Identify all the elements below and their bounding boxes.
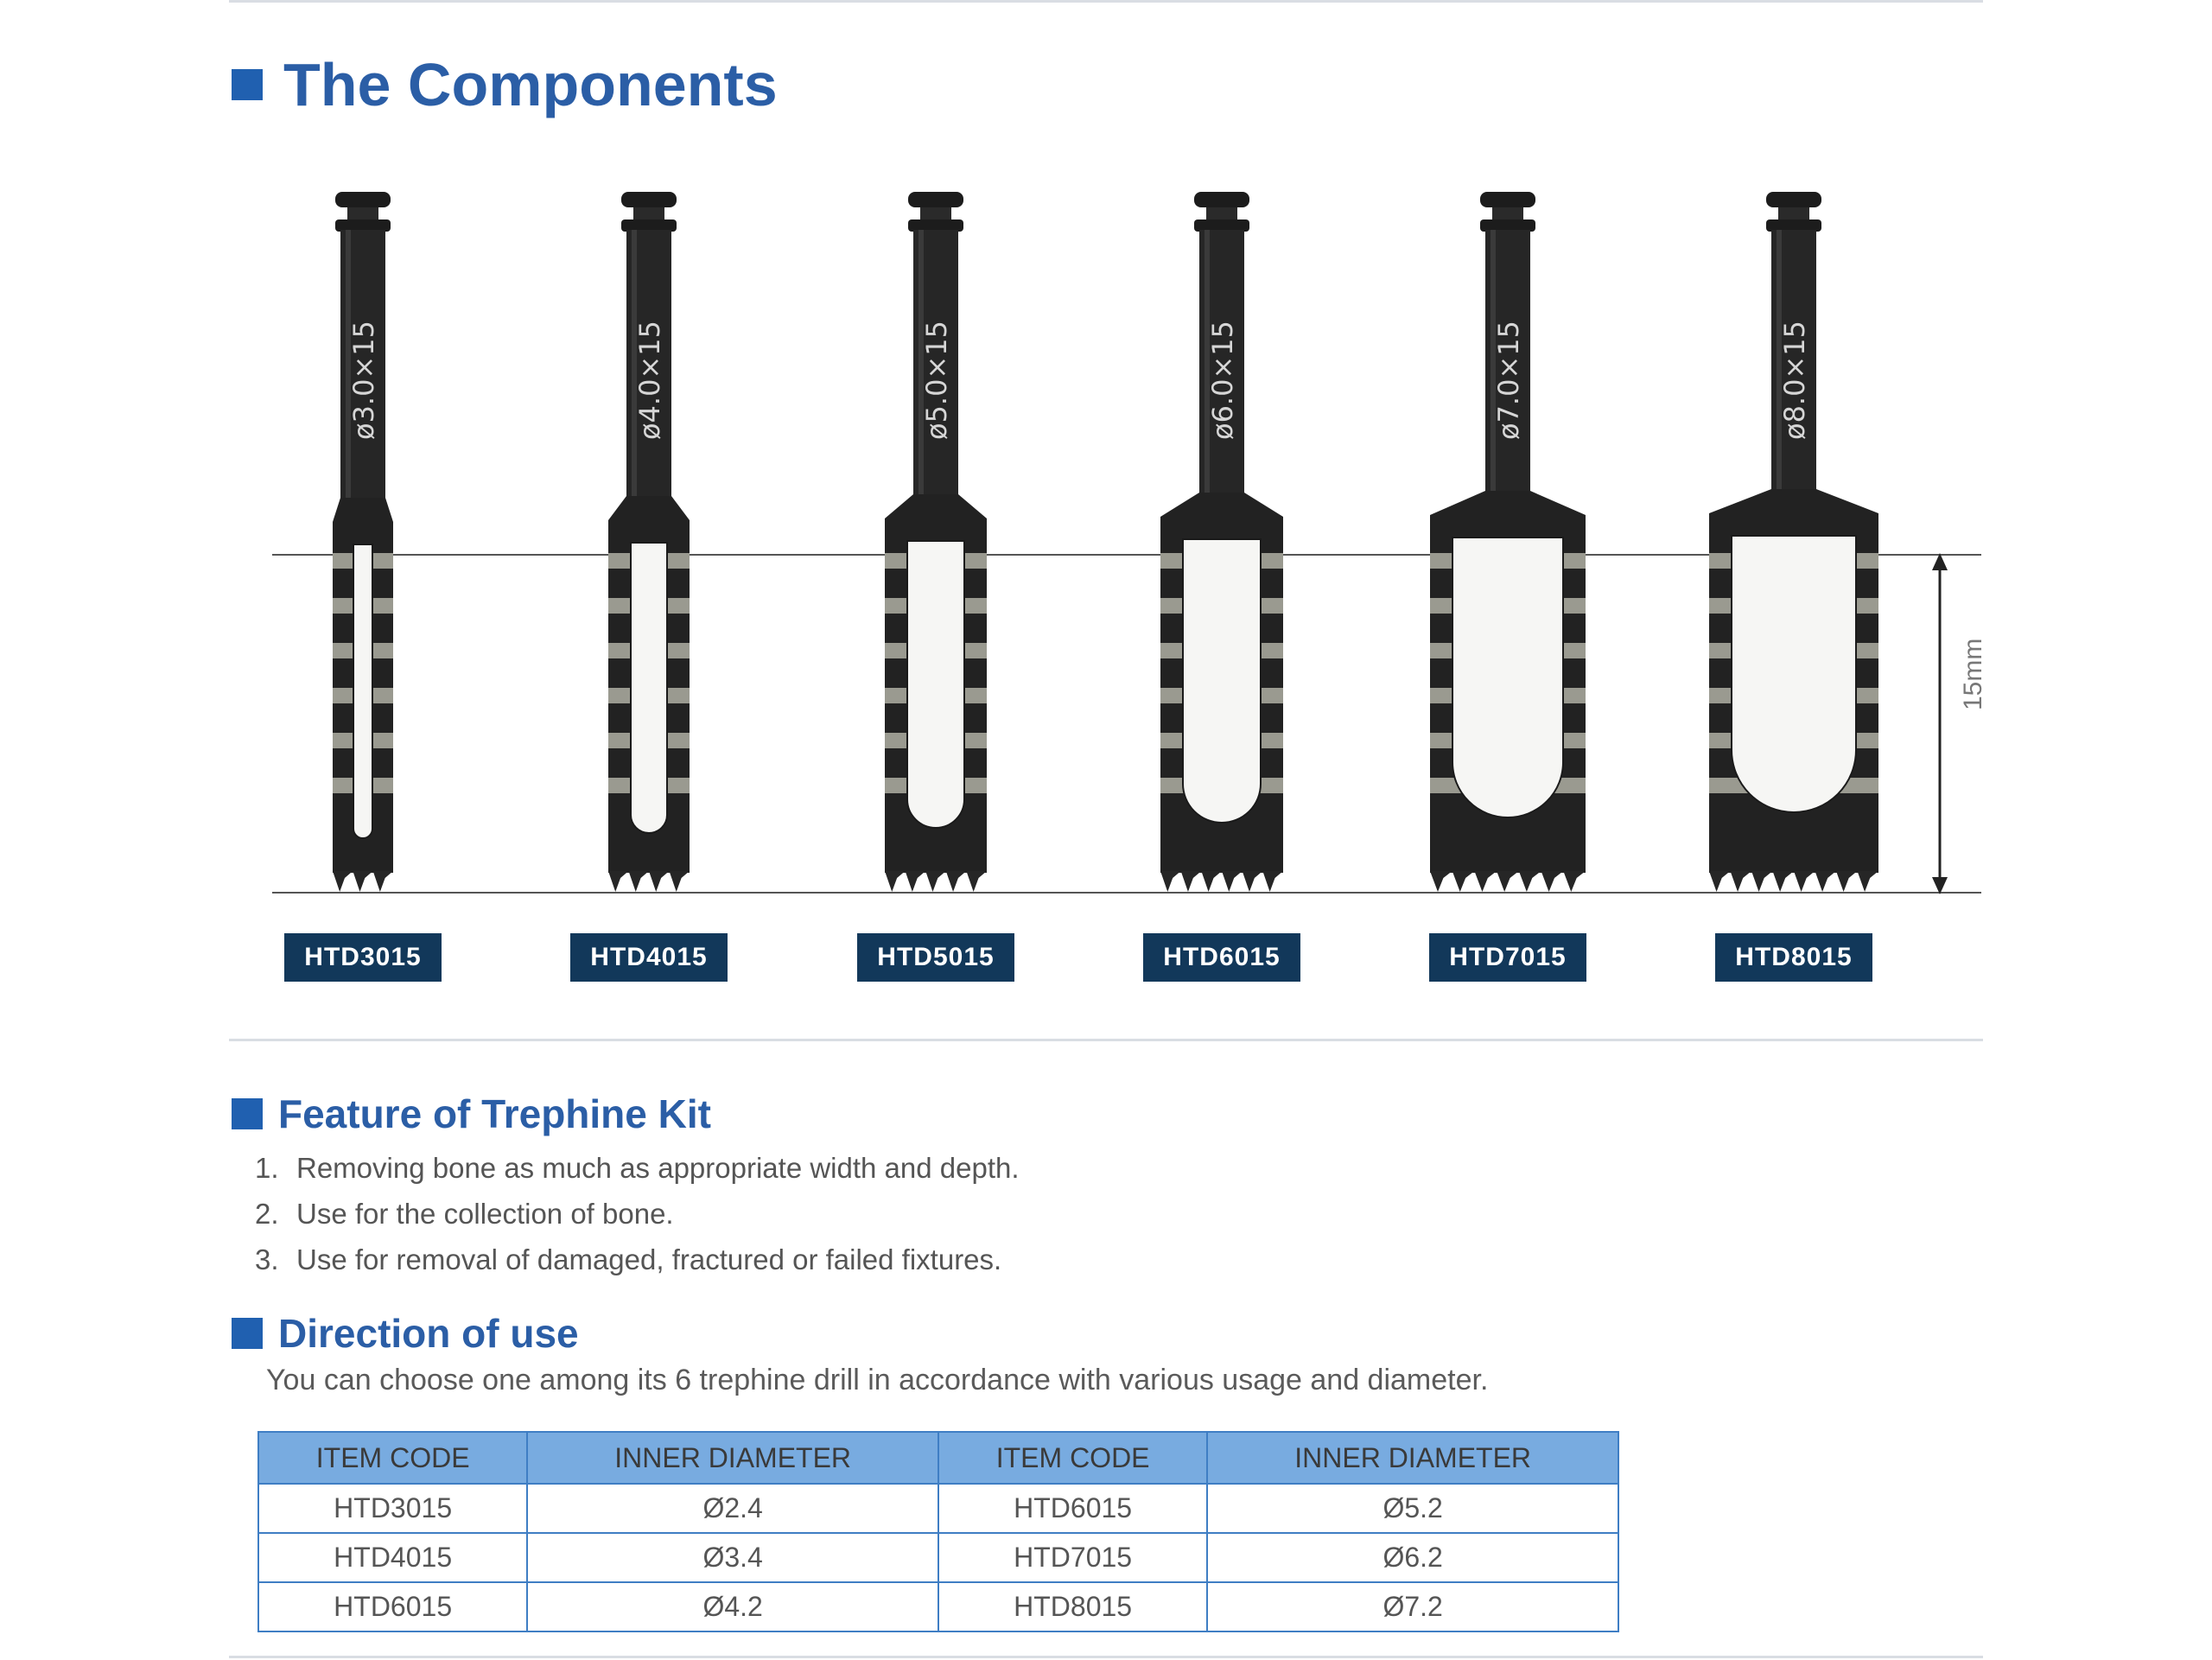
feature-list	[255, 1145, 1020, 1282]
table-header-row	[258, 1432, 1618, 1484]
table-cell: Ø6.2	[1207, 1533, 1618, 1582]
table-cell: HTD6015	[258, 1582, 527, 1631]
table-cell: Ø5.2	[1207, 1484, 1618, 1533]
table-cell: Ø2.4	[527, 1484, 938, 1533]
table-header: INNER DIAMETER	[527, 1432, 938, 1484]
components-heading	[232, 50, 778, 119]
table-cell: Ø4.2	[527, 1582, 938, 1631]
drill-shape	[1152, 173, 1292, 899]
heading-square-icon	[232, 1098, 263, 1129]
product-code-badge: HTD7015	[1429, 933, 1586, 982]
table-cell: Ø7.2	[1207, 1582, 1618, 1631]
feature-item: 1. Removing bone as much as appropriate width and depth.	[255, 1152, 1020, 1184]
table-row	[258, 1533, 1618, 1582]
drill-shape	[1421, 173, 1594, 899]
feature-item: 3. Use for removal of damaged, fractured or failed fixtures.	[255, 1243, 1002, 1275]
drill-etched-label: ø5.0×15	[920, 321, 953, 440]
spec-table	[257, 1431, 1619, 1632]
features-heading	[232, 1091, 711, 1137]
feature-item: 2. Use for the collection of bone.	[255, 1198, 674, 1230]
product-code-badge: HTD5015	[857, 933, 1014, 982]
trephine-drill	[1421, 173, 1594, 903]
top-divider	[229, 0, 1983, 3]
table-cell: HTD8015	[938, 1582, 1207, 1631]
drill-etched-label: ø3.0×15	[347, 321, 380, 440]
drill-etched-label: ø7.0×15	[1492, 321, 1525, 440]
components-title: The Components	[283, 51, 778, 118]
table-row	[258, 1484, 1618, 1533]
direction-heading	[232, 1310, 579, 1357]
drill-shape	[876, 173, 995, 899]
drill-shape	[600, 173, 698, 899]
table-cell: Ø3.4	[527, 1533, 938, 1582]
trephine-drill	[876, 173, 995, 903]
table-cell: HTD4015	[258, 1533, 527, 1582]
dimension-label: 15mm	[1959, 638, 1987, 710]
product-image	[272, 173, 2000, 1020]
bottom-divider	[229, 1656, 1983, 1658]
table-cell: HTD7015	[938, 1533, 1207, 1582]
middle-divider	[229, 1039, 1983, 1041]
product-code-badge: HTD8015	[1715, 933, 1872, 982]
trephine-drill	[1152, 173, 1292, 903]
table-row	[258, 1582, 1618, 1631]
table-header: ITEM CODE	[938, 1432, 1207, 1484]
product-code-badge: HTD3015	[284, 933, 442, 982]
drill-etched-label: ø6.0×15	[1206, 321, 1239, 440]
direction-text: You can choose one among its 6 trephine drill in accordance with various usage and diameter.	[266, 1364, 1489, 1396]
trephine-drill	[600, 173, 698, 903]
heading-square-icon	[232, 69, 263, 100]
product-code-badge: HTD4015	[570, 933, 728, 982]
table-header: ITEM CODE	[258, 1432, 527, 1484]
direction-title: Direction of use	[278, 1311, 579, 1356]
drill-shape	[1700, 173, 1887, 899]
heading-square-icon	[232, 1318, 263, 1349]
dimension-arrow	[1914, 553, 1983, 894]
trephine-drill	[324, 173, 402, 903]
table-header: INNER DIAMETER	[1207, 1432, 1618, 1484]
product-code-badge: HTD6015	[1143, 933, 1300, 982]
table-cell: HTD6015	[938, 1484, 1207, 1533]
table-cell: HTD3015	[258, 1484, 527, 1533]
drill-etched-label: ø8.0×15	[1778, 321, 1811, 440]
trephine-drill	[1700, 173, 1887, 903]
features-title: Feature of Trephine Kit	[278, 1091, 711, 1136]
drill-shape	[324, 173, 402, 899]
drill-etched-label: ø4.0×15	[633, 321, 666, 440]
